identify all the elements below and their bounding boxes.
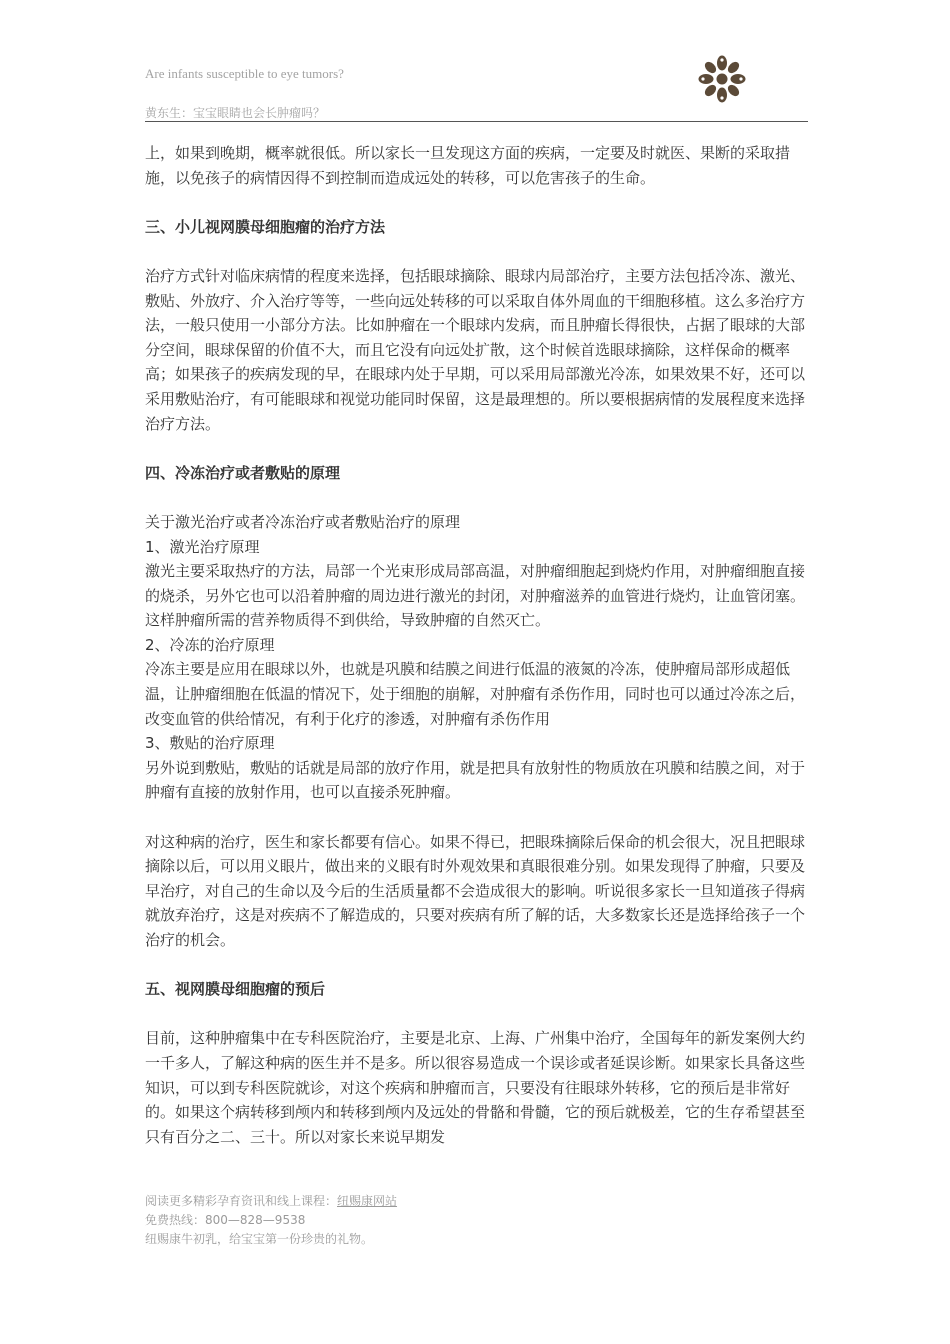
paragraph-laser: 激光主要采取热疗的方法，局部一个光束形成局部高温，对肿瘤细胞起到烧灼作用，对肿瘤细胞直接的烧杀，另外它也可以沿着肿瘤的周边进行激光的封闭，对肿瘤滋养的血管进行烧灼，让血管闭塞。这样肿瘤所需的营养物质得不到供给，导致肿瘤的自然灭亡。 — [145, 562, 806, 630]
paragraph-plaque: 另外说到敷贴，敷贴的话就是局部的放疗作用，就是把具有放射性的物质放在巩膜和结膜之间，对于肿瘤有直接的放射作用，也可以直接杀死肿瘤。 — [145, 758, 806, 802]
subheading-plaque: 3、敷贴的治疗原理 — [145, 734, 275, 753]
footer-read-more: 阅读更多精彩孕育资讯和线上课程： — [145, 1194, 338, 1208]
paragraph-principle-intro: 关于激光治疗或者冷冻治疗或者敷贴治疗的原理 — [145, 512, 461, 531]
section-heading-5: 五、视网膜母细胞瘤的预后 — [145, 980, 326, 999]
section-heading-3: 三、小儿视网膜母细胞瘤的治疗方法 — [145, 217, 386, 236]
header-divider — [145, 121, 808, 122]
header-title-cn: 黄东生：宝宝眼睛也会长肿瘤吗？ — [145, 106, 326, 120]
footer-line-1 — [145, 1192, 397, 1211]
article-body — [145, 141, 808, 1149]
subheading-cryo: 2、冷冻的治疗原理 — [145, 635, 275, 654]
section-heading-4: 四、冷冻治疗或者敷贴的原理 — [145, 463, 341, 482]
website-link[interactable]: 纽赐康网站 — [337, 1194, 398, 1208]
flower-logo-icon — [694, 51, 750, 107]
paragraph-treatment: 治疗方式针对临床病情的程度来选择，包括眼球摘除、眼球内局部治疗，主要方法包括冷冻、激光、敷贴、外放疗、介入治疗等等，一些向远处转移的可以采取自体外周血的干细胞移植。这么多治疗方法，一般只使用一小部分方法。比如肿瘤在一个眼球内发病，而且肿瘤长得很快，占据了眼球的大部分空间，眼球保留的价值不大，而且它没有向远处扩散，这个时候首选眼球摘除，这样保命的概率高；如果孩子的疾病发现的早，在眼球内处于早期，可以采用局部激光冷冻，如果效果不好，还可以采用敷贴治疗，有可能眼球和视觉功能同时保留，这是最理想的。所以要根据病情的发展程度来选择治疗方法。 — [145, 266, 806, 433]
paragraph-confidence: 对这种病的治疗，医生和家长都要有信心。如果不得已，把眼珠摘除后保命的机会很大，况且把眼球摘除以后，可以用义眼片，做出来的义眼有时外观效果和真眼很难分别。如果发现得了肿瘤，只要及早治疗，对自己的生命以及今后的生活质量都不会造成很大的影响。听说很多家长一旦知道孩子得病就放弃治疗，这是对疾病不了解造成的，只要对疾病有所了解的话，大多数家长还是选择给孩子一个治疗的机会。 — [145, 832, 806, 949]
paragraph-prognosis: 目前，这种肿瘤集中在专科医院治疗，主要是北京、上海、广州集中治疗，全国每年的新发案例大约一千多人，了解这种病的医生并不是多。所以很容易造成一个误诊或者延误诊断。如果家长具备这些知识，可以到专科医院就诊，对这个疾病和肿瘤而言，只要没有往眼球外转移，它的预后是非常好的。如果这个病转移到颅内和转移到颅内及远处的骨骼和骨髓，它的预后就极差，它的生存希望甚至只有百分之二、三十。所以对家长来说早期发 — [145, 1029, 806, 1146]
subheading-laser: 1、激光治疗原理 — [145, 537, 260, 556]
footer-slogan: 纽赐康牛初乳，给宝宝第一份珍贵的礼物。 — [145, 1232, 374, 1246]
header-title-en: Are infants susceptible to eye tumors? — [145, 66, 344, 81]
footer-hotline: 免费热线：800—828—9538 — [145, 1213, 306, 1227]
paragraph-intro: 上，如果到晚期，概率就很低。所以家长一旦发现这方面的疾病，一定要及时就医、果断的采取措施，以免孩子的病情因得不到控制而造成远处的转移，可以危害孩子的生命。 — [145, 144, 791, 187]
paragraph-cryo: 冷冻主要是应用在眼球以外，也就是巩膜和结膜之间进行低温的液氮的冷冻，使肿瘤局部形成超低温，让肿瘤细胞在低温的情况下，处于细胞的崩解，对肿瘤有杀伤作用，同时也可以通过冷冻之后，改变血管的供给情况，有利于化疗的渗透，对肿瘤有杀伤作用 — [145, 660, 806, 728]
footer — [145, 1192, 397, 1249]
